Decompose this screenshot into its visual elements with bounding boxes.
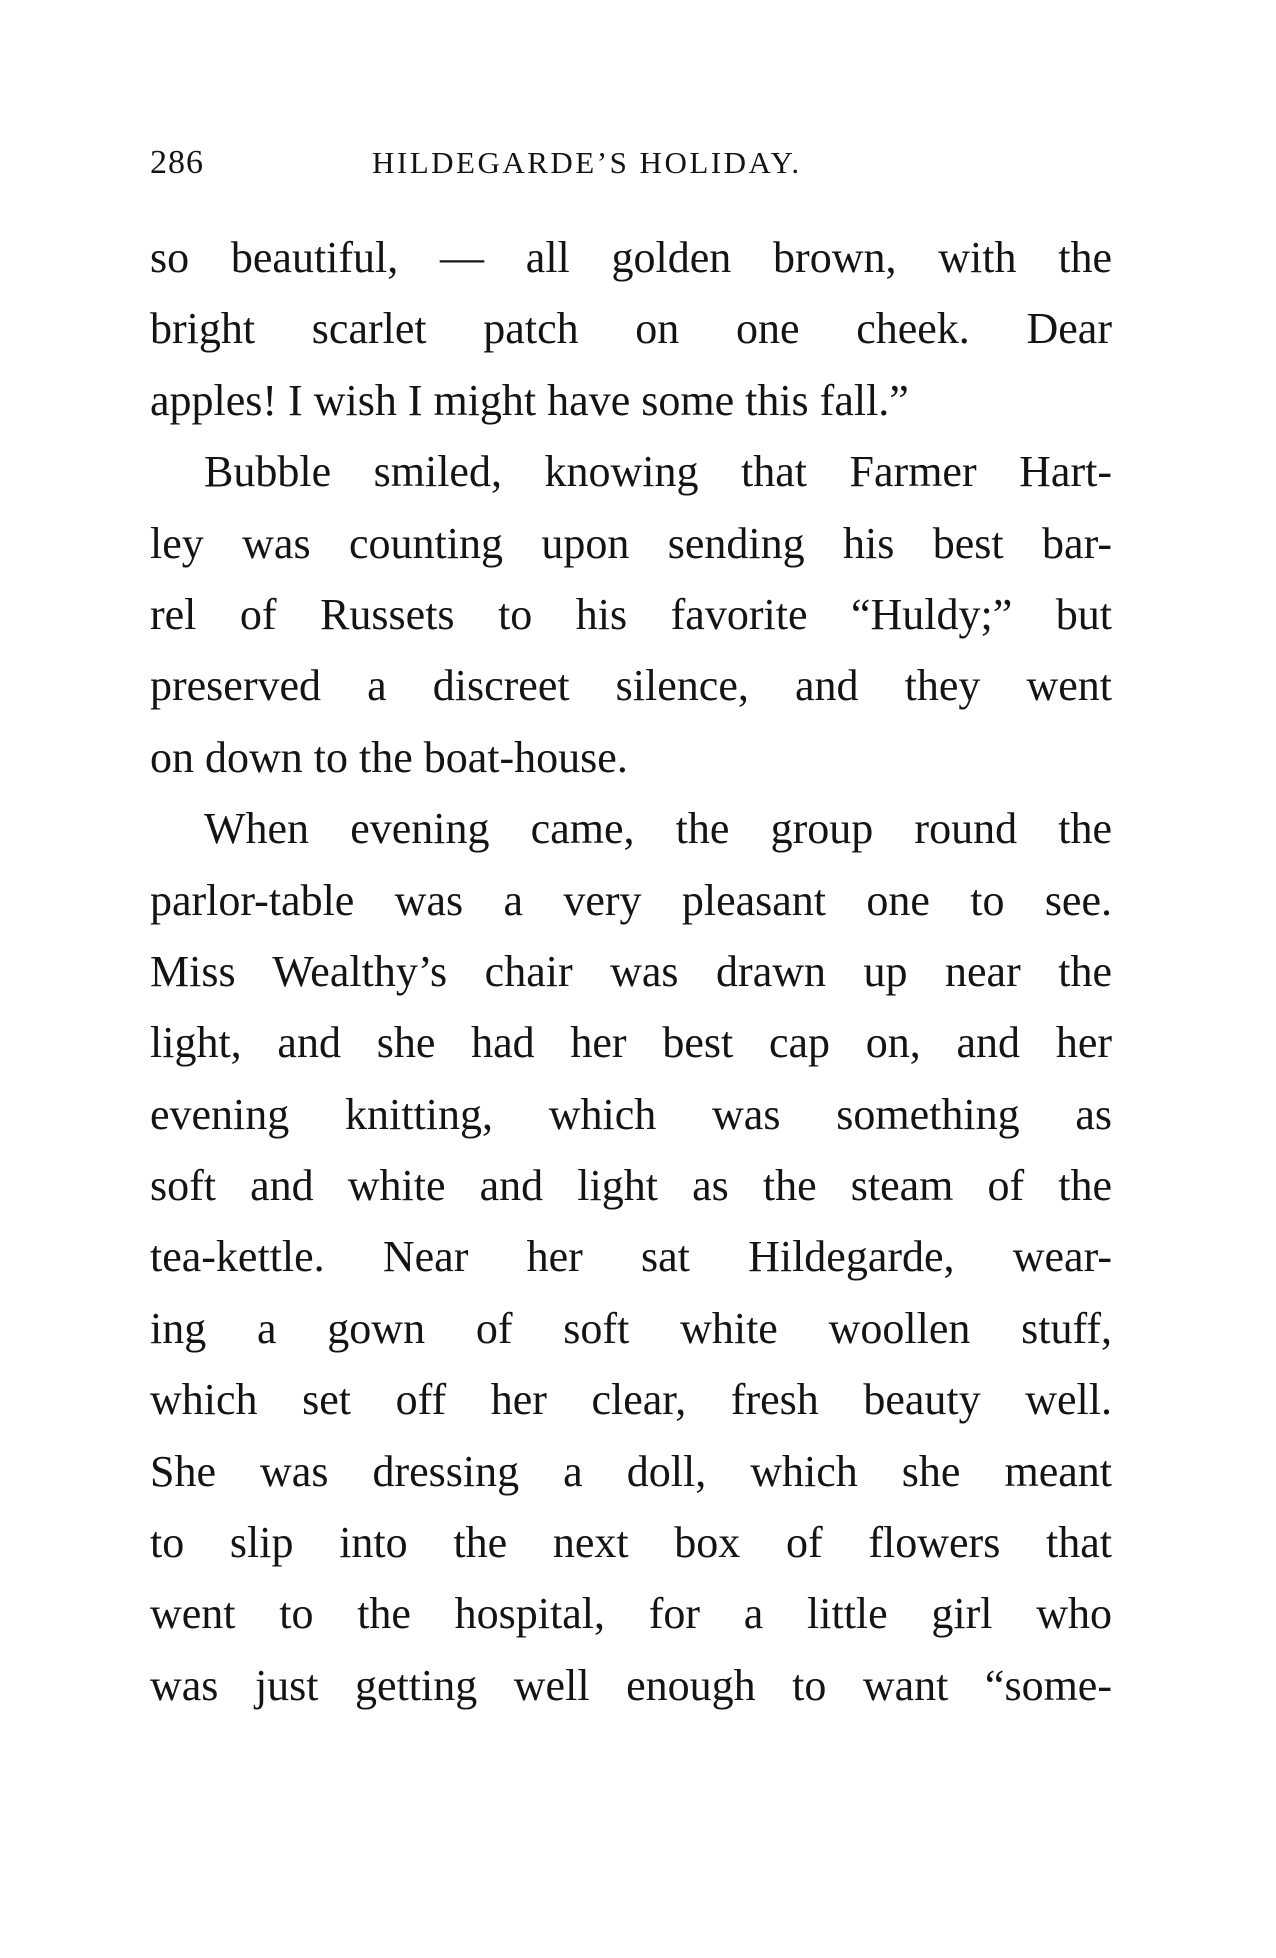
text-line: apples! I wish I might have some this fall.” <box>150 375 909 425</box>
body-text <box>150 222 1112 1721</box>
text-line: She was dressing a doll, which she meant <box>150 1446 1112 1496</box>
text-line: went to the hospital, for a little girl who <box>150 1589 1112 1639</box>
text-line: rel of Russets to his favorite “Huldy;” but <box>150 589 1112 639</box>
text-line: evening knitting, which was something as <box>150 1089 1112 1139</box>
text-line: which set off her clear, fresh beauty well. <box>150 1375 1112 1425</box>
text-line: bright scarlet patch on one cheek. Dear <box>150 304 1112 354</box>
running-head <box>150 138 1110 188</box>
page-number: 286 <box>150 144 204 181</box>
text-line: ing a gown of soft white woollen stuff, <box>150 1303 1112 1353</box>
text-line: ley was counting upon sending his best bar- <box>150 518 1112 568</box>
text-line: Bubble smiled, knowing that Farmer Hart- <box>204 447 1112 497</box>
text-line: When evening came, the group round the <box>204 804 1112 854</box>
text-line: light, and she had her best cap on, and her <box>150 1018 1112 1068</box>
text-line: to slip into the next box of flowers that <box>150 1518 1112 1568</box>
text-line: preserved a discreet silence, and they went <box>150 661 1112 711</box>
text-line: was just getting well enough to want “some- <box>150 1660 1112 1710</box>
text-line: tea-kettle. Near her sat Hildegarde, wear- <box>150 1232 1112 1282</box>
text-line: Miss Wealthy’s chair was drawn up near the <box>150 946 1112 996</box>
text-line: so beautiful, — all golden brown, with the <box>150 233 1112 282</box>
text-line: soft and white and light as the steam of the <box>150 1161 1112 1211</box>
running-title: HILDEGARDE’S HOLIDAY. <box>372 145 802 180</box>
text-line: parlor-table was a very pleasant one to see. <box>150 875 1112 925</box>
text-line: on down to the boat-house. <box>150 732 628 782</box>
